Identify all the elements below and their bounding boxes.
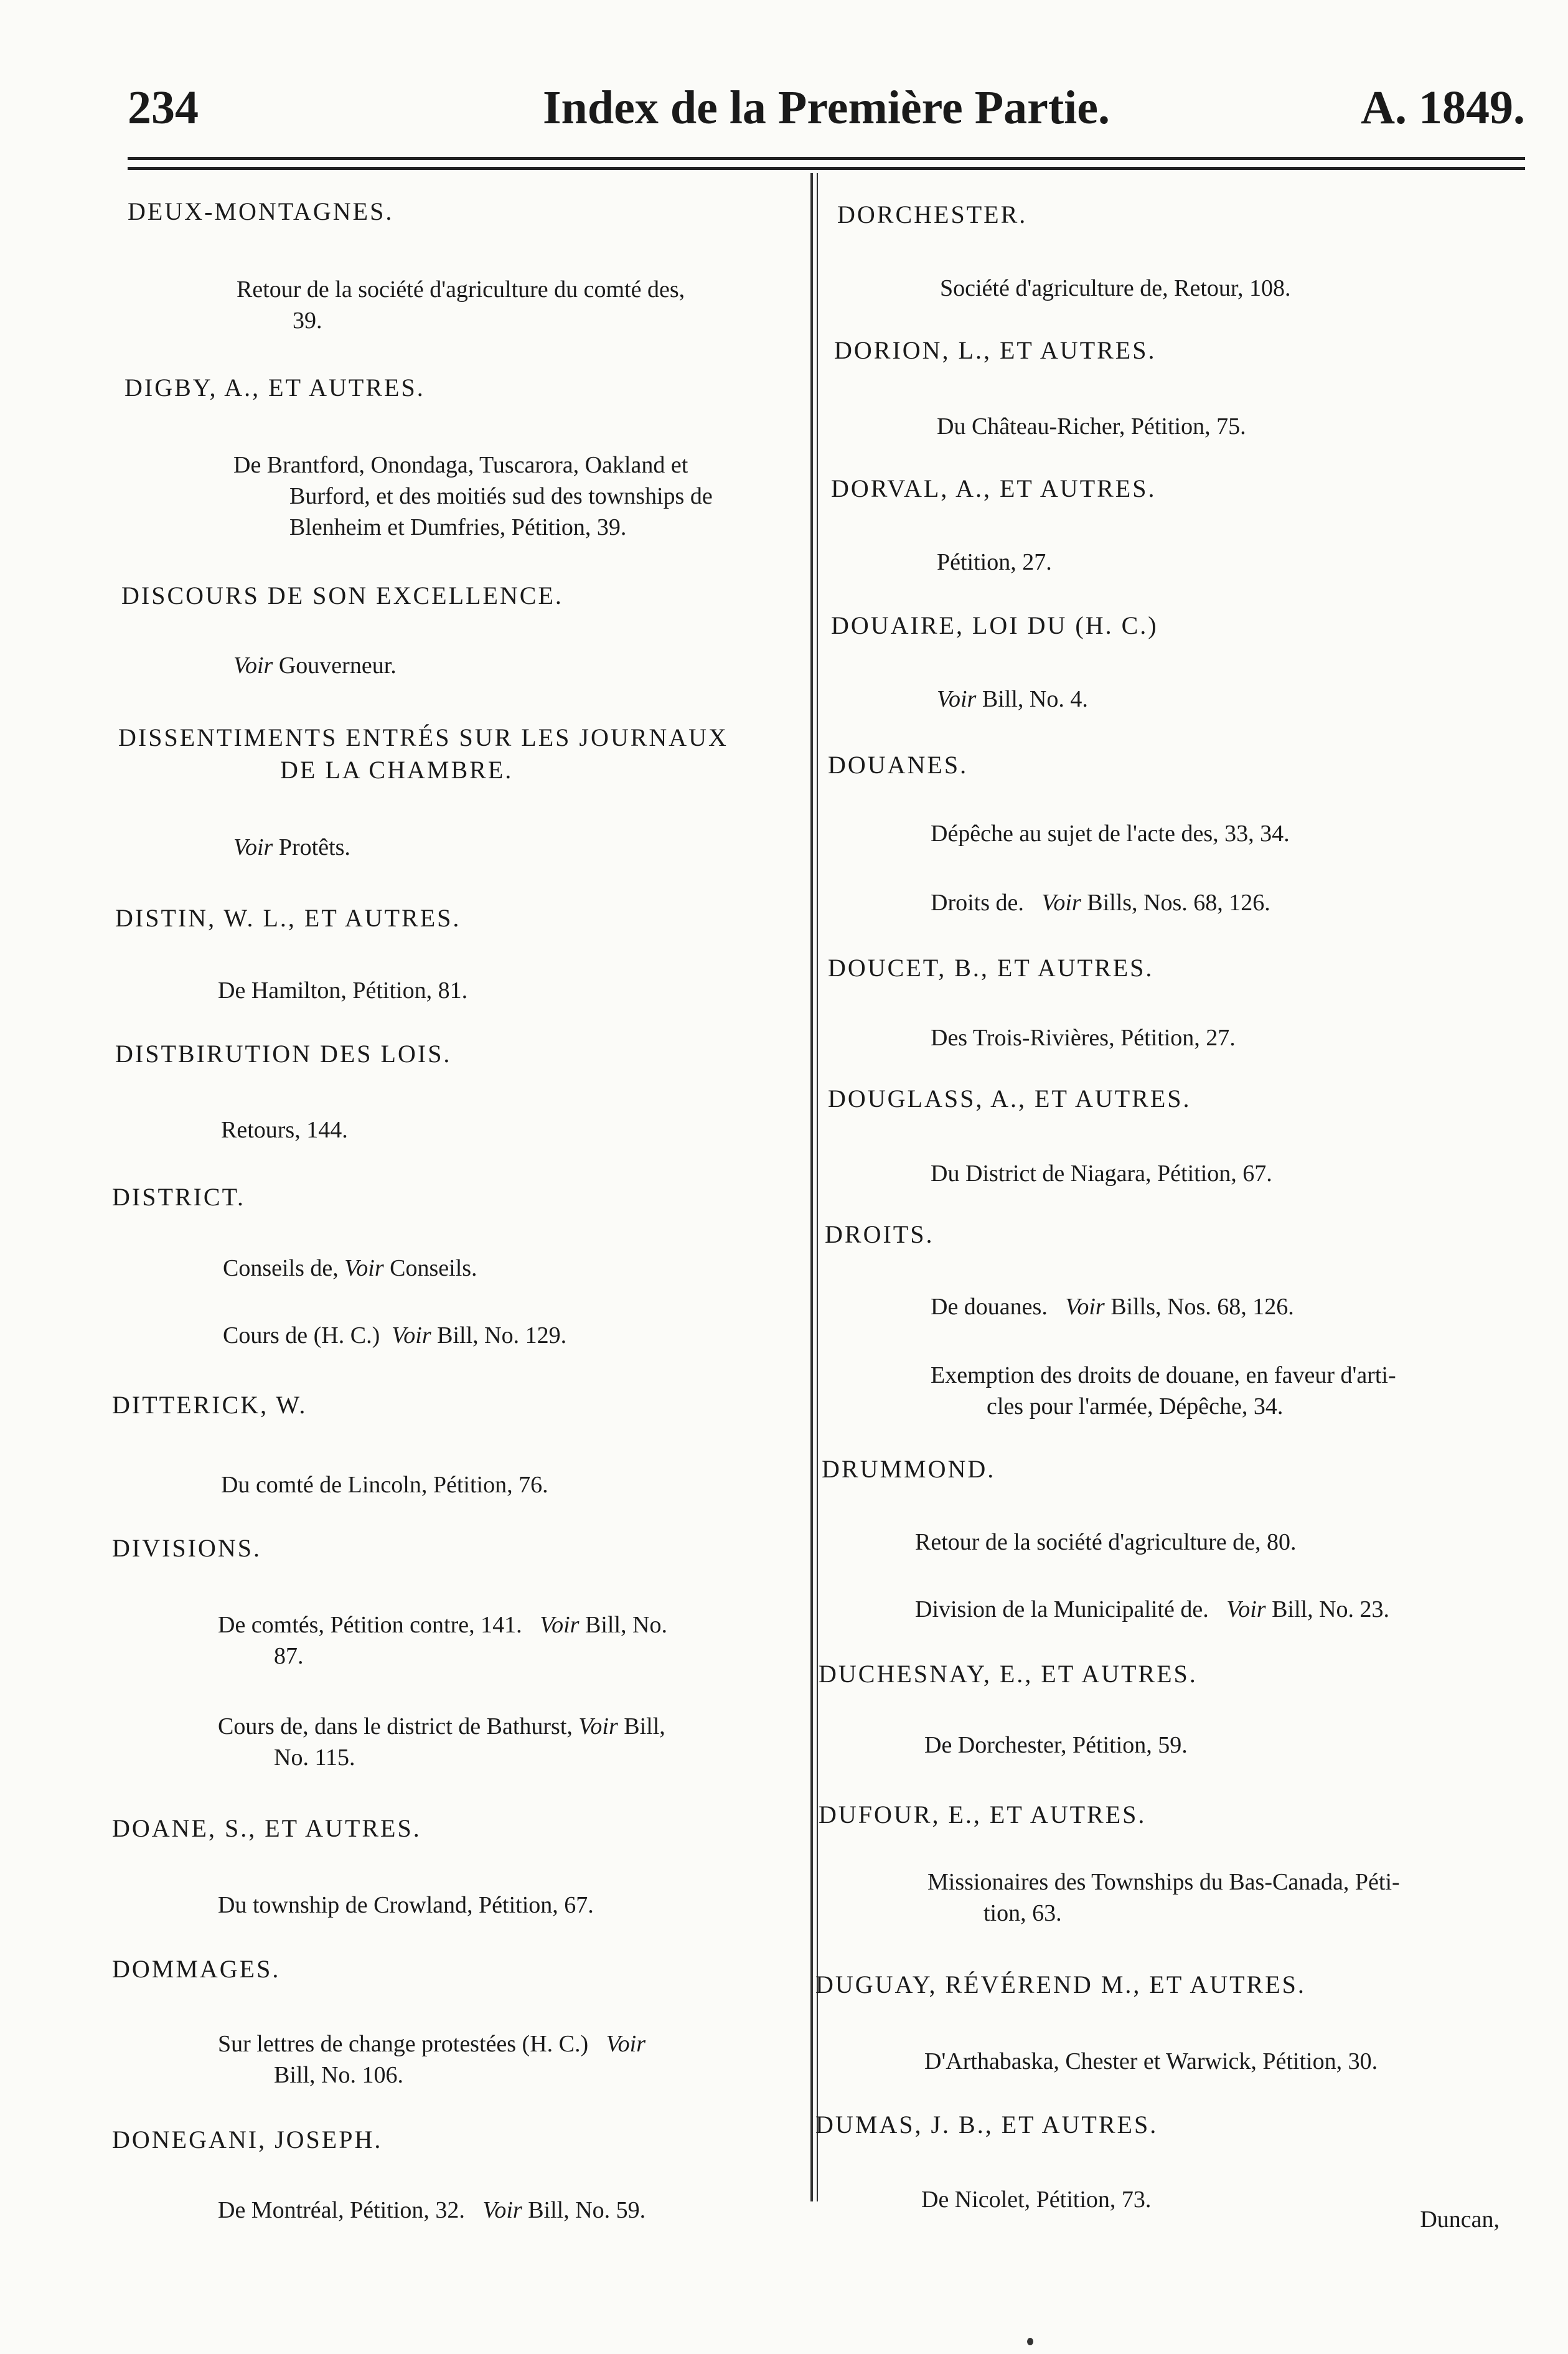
subentry-line: 39. — [293, 308, 322, 334]
subentry-line: tion, 63. — [984, 1900, 1062, 1926]
index-subentry — [237, 274, 685, 336]
subentry-line: Pétition, 27. — [937, 549, 1052, 575]
index-subentry — [931, 818, 1290, 849]
subentry-line: De Dorchester, Pétition, 59. — [924, 1732, 1188, 1758]
index-heading: DORCHESTER. — [837, 200, 1028, 228]
index-heading: DISSENTIMENTS ENTRÉS SUR LES JOURNAUX — [118, 723, 728, 751]
running-title: Index de la Première Partie. — [542, 82, 1110, 134]
subentry-text: Cours de, dans le district de Bathurst, — [218, 1713, 579, 1740]
index-heading: DOANE, S., ET AUTRES. — [112, 1814, 421, 1842]
index-heading: DISTIN, W. L., ET AUTRES. — [115, 904, 461, 932]
index-subentry — [218, 2195, 646, 2226]
index-heading: DRUMMOND. — [822, 1455, 996, 1483]
index-subentry — [924, 2046, 1378, 2077]
voir-reference: Voir — [578, 1713, 618, 1740]
index-heading: DROITS. — [825, 1220, 934, 1248]
subentry-text: De douanes. — [931, 1294, 1066, 1320]
reference-target: Bill, No. 59. — [522, 2197, 646, 2223]
subentry-line: De Nicolet, Pétition, 73. — [921, 2187, 1152, 2213]
subentry-line: Du comté de Lincoln, Pétition, 76. — [221, 1472, 548, 1498]
index-heading: DIVISIONS. — [112, 1534, 261, 1562]
ink-speck — [1027, 2338, 1033, 2345]
voir-reference: Voir — [1065, 1294, 1105, 1320]
subentry-line: Dépêche au sujet de l'acte des, 33, 34. — [931, 821, 1290, 847]
voir-reference: Voir — [1226, 1596, 1266, 1622]
subentry-text: Cours de (H. C.) — [223, 1322, 392, 1349]
index-heading: DOUANES. — [828, 751, 969, 779]
year-label: A. 1849. — [1361, 82, 1525, 134]
index-subentry — [223, 1253, 477, 1284]
reference-target: Bills, Nos. 68, 126. — [1081, 890, 1270, 916]
subentry-line: 87. — [274, 1643, 304, 1669]
voir-reference: Voir — [392, 1322, 431, 1349]
voir-reference: Voir — [606, 2031, 646, 2057]
index-heading: DITTERICK, W. — [112, 1391, 307, 1419]
subentry-line: De Brantford, Onondaga, Tuscarora, Oakland et — [233, 452, 688, 478]
index-heading: DUGUAY, RÉVÉREND M., ET AUTRES. — [815, 1970, 1306, 1999]
index-heading: DISTBIRUTION DES LOIS. — [115, 1040, 452, 1068]
subentry-line: Burford, et des moitiés sud des townships de — [289, 483, 713, 509]
index-subentry — [931, 887, 1270, 918]
reference-target: Gouverneur. — [273, 652, 397, 679]
index-subentry — [931, 1022, 1236, 1053]
voir-reference: Voir — [233, 834, 273, 860]
index-subentry — [233, 450, 713, 543]
subentry-line: Retours, 144. — [221, 1117, 348, 1143]
index-subentry — [937, 684, 1088, 715]
subentry-line: cles pour l'armée, Dépêche, 34. — [987, 1393, 1284, 1419]
subentry-text: Conseils de, — [223, 1255, 345, 1281]
index-subentry — [937, 411, 1246, 442]
index-subentry — [931, 1158, 1272, 1189]
index-heading: DONEGANI, JOSEPH. — [112, 2126, 383, 2154]
header-rule-bottom — [128, 167, 1525, 170]
voir-reference: Voir — [344, 1255, 384, 1281]
index-subentry — [221, 1114, 348, 1146]
header-rule-top — [128, 157, 1525, 160]
subentry-line: Du township de Crowland, Pétition, 67. — [218, 1892, 594, 1918]
reference-target: Protêts. — [273, 834, 350, 860]
subentry-line: Missionaires des Townships du Bas-Canada, Péti- — [927, 1869, 1400, 1895]
index-heading-continued: DE LA CHAMBRE. — [280, 756, 514, 784]
reference-target: Bill, No. — [579, 1612, 667, 1638]
subentry-text: Division de la Municipalité de. — [915, 1596, 1227, 1622]
index-heading: DEUX-MONTAGNES. — [128, 197, 394, 225]
index-subentry — [940, 273, 1291, 304]
subentry-line: Retour de la société d'agriculture du comté des, — [237, 276, 685, 303]
index-subentry — [927, 1867, 1400, 1929]
index-subentry — [221, 1469, 548, 1500]
index-subentry — [924, 1730, 1188, 1761]
index-heading: DOUGLASS, A., ET AUTRES. — [828, 1085, 1191, 1113]
index-heading: DUMAS, J. B., ET AUTRES. — [815, 2111, 1158, 2139]
subentry-text: De comtés, Pétition contre, 141. — [218, 1612, 540, 1638]
index-subentry — [921, 2184, 1151, 2215]
index-subentry — [233, 832, 350, 863]
subentry-text: De Montréal, Pétition, 32. — [218, 2197, 483, 2223]
catchword: Duncan, — [1420, 2206, 1500, 2233]
reference-target: Bill, — [617, 1713, 665, 1740]
index-subentry — [937, 547, 1052, 578]
page-header — [128, 73, 1525, 142]
reference-target: Bill, No. 129. — [431, 1322, 567, 1349]
index-heading: DOUCET, B., ET AUTRES. — [828, 954, 1154, 982]
index-subentry — [218, 1890, 594, 1921]
subentry-line: De Hamilton, Pétition, 81. — [218, 977, 468, 1004]
reference-target: Bill, No. 23. — [1265, 1596, 1390, 1622]
reference-target: Bill, No. 4. — [976, 686, 1088, 712]
subentry-line: No. 115. — [274, 1744, 355, 1771]
subentry-line: Bill, No. 106. — [274, 2062, 403, 2088]
subentry-line: D'Arthabaska, Chester et Warwick, Pétition, 30. — [924, 2048, 1378, 2074]
subentry-line: Du District de Niagara, Pétition, 67. — [931, 1161, 1272, 1187]
subentry-line: Des Trois-Rivières, Pétition, 27. — [931, 1025, 1236, 1051]
index-heading: DORVAL, A., ET AUTRES. — [831, 474, 1157, 502]
reference-target: Conseils. — [383, 1255, 477, 1281]
index-heading: DOUAIRE, LOI DU (H. C.) — [831, 611, 1158, 639]
voir-reference: Voir — [540, 1612, 580, 1638]
index-heading: DUCHESNAY, E., ET AUTRES. — [819, 1660, 1198, 1688]
voir-reference: Voir — [937, 686, 977, 712]
page-number: 234 — [128, 82, 199, 134]
voir-reference: Voir — [482, 2197, 522, 2223]
index-subentry — [218, 975, 467, 1006]
subentry-line: Société d'agriculture de, Retour, 108. — [940, 275, 1291, 301]
subentry-line: Retour de la société d'agriculture de, 80. — [915, 1529, 1297, 1555]
index-heading: DIGBY, A., ET AUTRES. — [124, 374, 425, 402]
index-subentry — [931, 1291, 1294, 1322]
reference-target: Bills, Nos. 68, 126. — [1104, 1294, 1294, 1320]
subentry-line: Exemption des droits de douane, en faveur d'arti- — [931, 1362, 1396, 1388]
subentry-text: Droits de. — [931, 890, 1042, 916]
index-heading: DORION, L., ET AUTRES. — [834, 336, 1157, 364]
index-subentry — [218, 1711, 665, 1773]
index-subentry — [218, 1609, 667, 1672]
subentry-line: Blenheim et Dumfries, Pétition, 39. — [289, 514, 627, 540]
index-heading: DISTRICT. — [112, 1183, 246, 1211]
subentry-line: Du Château-Richer, Pétition, 75. — [937, 413, 1246, 440]
index-subentry — [223, 1320, 566, 1351]
column-divider — [810, 173, 818, 2201]
index-heading: DOMMAGES. — [112, 1955, 281, 1983]
index-heading: DISCOURS DE SON EXCELLENCE. — [121, 581, 563, 610]
subentry-text: Sur lettres de change protestées (H. C.) — [218, 2031, 606, 2057]
index-heading: DUFOUR, E., ET AUTRES. — [819, 1801, 1147, 1829]
index-subentry — [931, 1360, 1396, 1422]
index-subentry — [233, 650, 397, 681]
voir-reference: Voir — [1041, 890, 1081, 916]
index-subentry — [915, 1527, 1297, 1558]
voir-reference: Voir — [233, 652, 273, 679]
index-subentry — [915, 1594, 1389, 1625]
index-subentry — [218, 2028, 646, 2091]
